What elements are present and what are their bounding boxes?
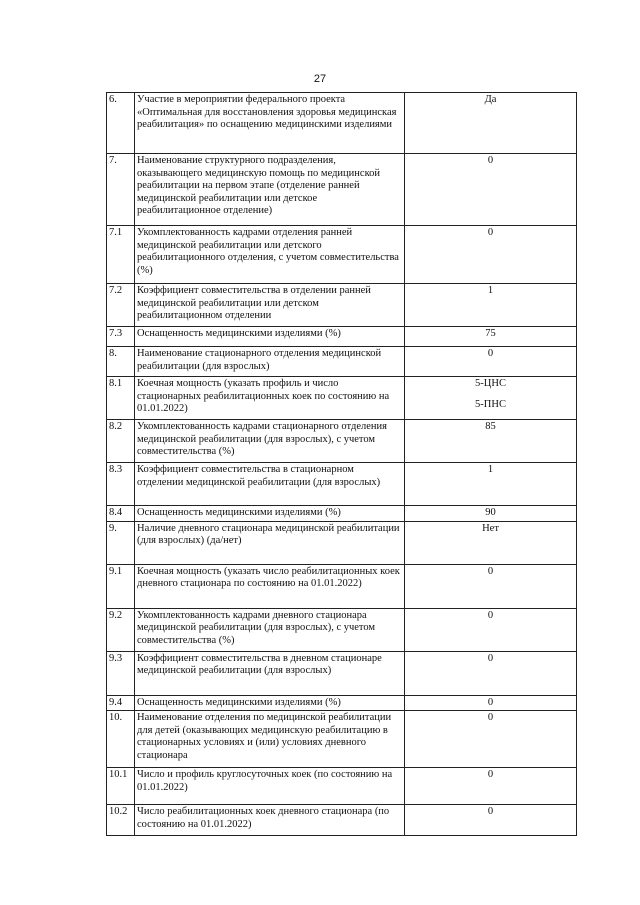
row-value: Да bbox=[405, 93, 577, 154]
table-row bbox=[107, 695, 577, 711]
row-number: 10. bbox=[107, 711, 135, 768]
row-value: 0 bbox=[405, 564, 577, 608]
row-name: Наименование стационарного отделения медицинской реабилитации (для взрослых) bbox=[135, 347, 405, 377]
row-value: 0 bbox=[405, 651, 577, 695]
row-number: 8.1 bbox=[107, 377, 135, 420]
table-row bbox=[107, 226, 577, 284]
row-value: 0 bbox=[405, 608, 577, 651]
row-value: 0 bbox=[405, 711, 577, 768]
table-row bbox=[107, 420, 577, 463]
row-name: Укомплектованность кадрами стационарного отделения медицинской реабилитации (для взрослых), с учетом совместительства (%) bbox=[135, 420, 405, 463]
row-value: 85 bbox=[405, 420, 577, 463]
row-value: 1 bbox=[405, 463, 577, 506]
row-value: 0 bbox=[405, 805, 577, 836]
row-name: Наименование структурного подразделения, оказывающего медицинскую помощь по медицинской реабилитации на первом этапе (отделение ранней медицинской реабилитации или детское реабилитационное отделение) bbox=[135, 154, 405, 226]
row-name: Число и профиль круглосуточных коек (по состоянию на 01.01.2022) bbox=[135, 768, 405, 805]
row-number: 8.2 bbox=[107, 420, 135, 463]
row-number: 6. bbox=[107, 93, 135, 154]
table-row bbox=[107, 154, 577, 226]
row-value: 0 bbox=[405, 226, 577, 284]
row-number: 9. bbox=[107, 521, 135, 564]
row-name: Коэффициент совместительства в стационарном отделении медицинской реабилитации (для взрослых) bbox=[135, 463, 405, 506]
row-name: Коечная мощность (указать число реабилитационных коек дневного стационара по состоянию на 01.01.2022) bbox=[135, 564, 405, 608]
row-number: 8.3 bbox=[107, 463, 135, 506]
row-name: Укомплектованность кадрами отделения ранней медицинской реабилитации или детского реабилитационного отделения, с учетом совместительства (%) bbox=[135, 226, 405, 284]
table-row bbox=[107, 327, 577, 347]
table-row bbox=[107, 805, 577, 836]
row-number: 8. bbox=[107, 347, 135, 377]
row-value-line: 5-ЦНС bbox=[475, 378, 506, 389]
row-name: Оснащенность медицинскими изделиями (%) bbox=[135, 695, 405, 711]
data-table bbox=[106, 92, 577, 836]
table-row bbox=[107, 564, 577, 608]
row-value: 75 bbox=[405, 327, 577, 347]
table-row bbox=[107, 651, 577, 695]
row-name: Наличие дневного стационара медицинской реабилитации (для взрослых) (да/нет) bbox=[135, 521, 405, 564]
table-row bbox=[107, 711, 577, 768]
table-row bbox=[107, 506, 577, 522]
row-number: 7. bbox=[107, 154, 135, 226]
row-number: 10.1 bbox=[107, 768, 135, 805]
table-row bbox=[107, 521, 577, 564]
row-number: 7.1 bbox=[107, 226, 135, 284]
row-value: Нет bbox=[405, 521, 577, 564]
row-number: 7.3 bbox=[107, 327, 135, 347]
table-row bbox=[107, 768, 577, 805]
row-number: 8.4 bbox=[107, 506, 135, 522]
row-name: Коэффициент совместительства в дневном стационаре медицинской реабилитации (для взрослых) bbox=[135, 651, 405, 695]
table-row bbox=[107, 93, 577, 154]
row-value: 1 bbox=[405, 284, 577, 327]
row-number: 10.2 bbox=[107, 805, 135, 836]
row-value: 0 bbox=[405, 154, 577, 226]
row-value-line: 5-ПНС bbox=[475, 398, 506, 410]
row-name: Оснащенность медицинскими изделиями (%) bbox=[135, 506, 405, 522]
table-row bbox=[107, 347, 577, 377]
row-name: Коечная мощность (указать профиль и число стационарных реабилитационных коек по состоянию на 01.01.2022) bbox=[135, 377, 405, 420]
row-name: Оснащенность медицинскими изделиями (%) bbox=[135, 327, 405, 347]
row-name: Укомплектованность кадрами дневного стационара медицинской реабилитации (для взрослых), с учетом совместительства (%) bbox=[135, 608, 405, 651]
row-name: Наименование отделения по медицинской реабилитации для детей (оказывающих медицинскую реабилитацию в стационарных условиях и (или) условиях дневного стационара bbox=[135, 711, 405, 768]
table-row bbox=[107, 377, 577, 420]
table-row bbox=[107, 284, 577, 327]
row-name: Коэффициент совместительства в отделении ранней медицинской реабилитации или детском реабилитационном отделении bbox=[135, 284, 405, 327]
row-value: 90 bbox=[405, 506, 577, 522]
row-value: 0 bbox=[405, 347, 577, 377]
row-value bbox=[405, 377, 577, 420]
row-number: 9.4 bbox=[107, 695, 135, 711]
table-row bbox=[107, 608, 577, 651]
row-number: 9.1 bbox=[107, 564, 135, 608]
row-name: Участие в мероприятии федерального проекта «Оптимальная для восстановления здоровья медицинская реабилитация» по оснащению медицинскими изделиями bbox=[135, 93, 405, 154]
row-name: Число реабилитационных коек дневного стационара (по состоянию на 01.01.2022) bbox=[135, 805, 405, 836]
row-number: 7.2 bbox=[107, 284, 135, 327]
page-number: 27 bbox=[313, 73, 327, 85]
table-row bbox=[107, 463, 577, 506]
row-value: 0 bbox=[405, 768, 577, 805]
row-number: 9.2 bbox=[107, 608, 135, 651]
row-value: 0 bbox=[405, 695, 577, 711]
row-number: 9.3 bbox=[107, 651, 135, 695]
